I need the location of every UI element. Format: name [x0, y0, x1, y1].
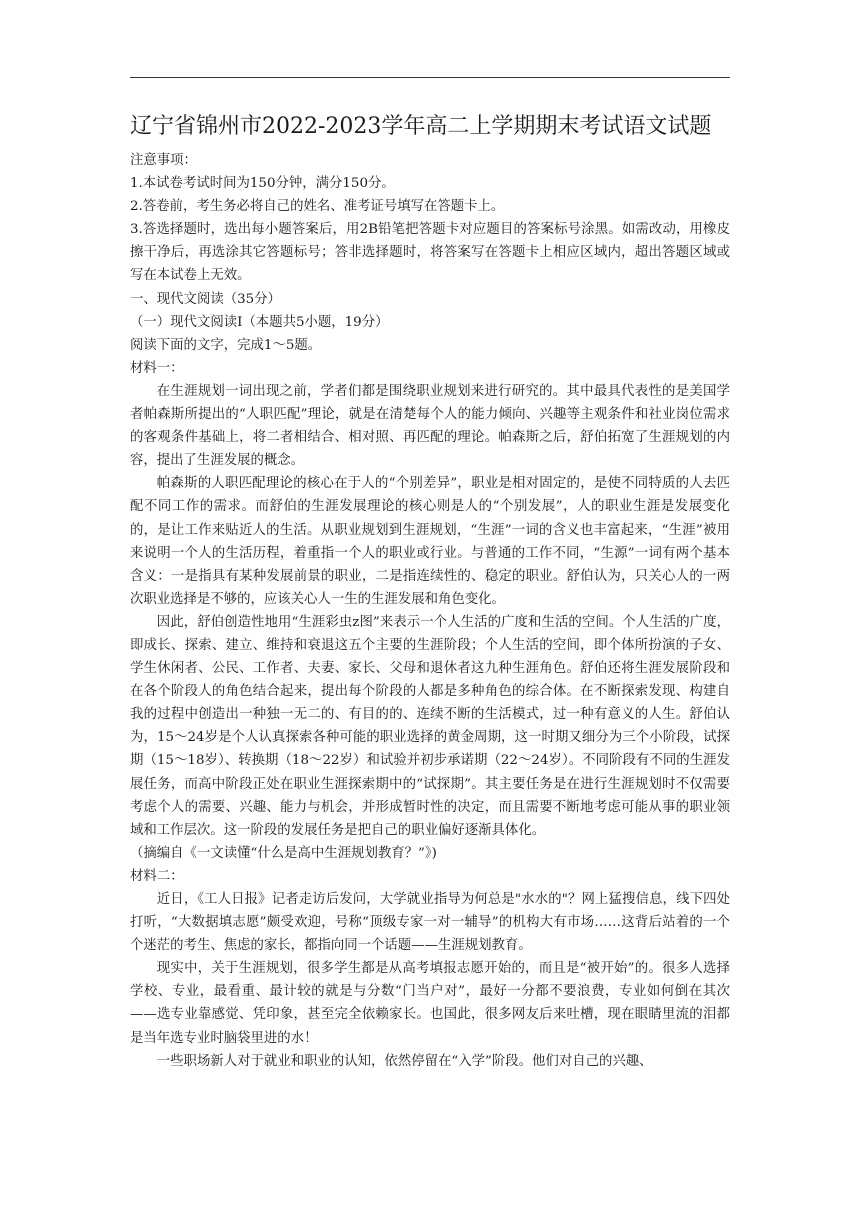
material-paragraph: 近日，《工人日报》记者走访后发问，大学就业指导为何总是"水水的"？网上猛搜信息，线下四处打听，“大数据填志愿”颇受欢迎，号称“顶级专家一对一辅导”的机构大有市场……这背后站着的一个个迷茫的考生、焦虑的家长，都指向同一个话题——生涯规划教育。	[130, 892, 730, 954]
notice-heading: 注意事项：	[130, 153, 197, 168]
notice-item: 1.本试卷考试时间为150分钟，满分150分。	[130, 176, 395, 192]
material-label: 材料二：	[130, 868, 184, 884]
material-paragraph: 一些职场新人对于就业和职业的认知，依然停留在“入学”阶段。他们对自己的兴趣、	[156, 1053, 653, 1069]
header-rule	[130, 77, 730, 78]
notice-item: 3.答选择题时，选出每小题答案后，用2B铅笔把答题卡对应题目的答案标号涂黑。如需改动，用橡皮擦干净后，再选涂其它答题标号；答非选择题时，将答案写在答题卡上相应区域内，超出答题区域或写在本试卷上无效。	[130, 222, 730, 284]
material-source: （摘编自《一文读懂“什么是高中生涯规划教育？”》)	[130, 845, 437, 861]
material-label: 材料一：	[130, 360, 184, 376]
material-paragraph: 因此，舒伯创造性地用“生涯彩虫z图”来表示一个人生活的广度和生活的空间。个人生活的广度，即成长、探索、建立、维持和衰退这五个主要的生涯阶段；个人生活的空间，即个体所扮演的子女、学生休闲者、公民、工作者、夫妻、家长、父母和退休者这九种生涯角色。舒伯还将生涯发展阶段和在各个阶段人的角色结合起来，提出每个阶段的人都是多种角色的综合体。在不断探索发现、构建自我的过程中创造出一种独一无二的、有目的的、连续不断的生活模式，过一种有意义的人生。舒伯认为，15～24岁是个人认真探索各种可能的职业选择的黄金周期，这一时期又细分为三个小阶段，试探期（15～18岁）、转换期（18～22岁）和试验并初步承诺期（22～24岁）。不同阶段有不同的生涯发展任务，而高中阶段正处在职业生涯探索期中的“试探期”。其主要任务是在进行生涯规划时不仅需要考虑个人的需要、兴趣、能力与机会，并形成暂时性的决定，而且需要不断地考虑可能从事的职业领域和工作层次。这一阶段的发展任务是把自己的职业偏好逐渐具体化。	[130, 614, 730, 838]
material-paragraph: 在生涯规划一词出现之前，学者们都是围绕职业规划来进行研究的。其中最具代表性的是美国学者帕森斯所提出的“人职匹配”理论，就是在清楚每个人的能力倾向、兴趣等主观条件和社业岗位需求的客观条件基础上，将二者相结合、相对照、再匹配的理论。帕森斯之后，舒伯拓宽了生涯规划的内容，提出了生涯发展的概念。	[130, 383, 730, 469]
notice-item: 2.答卷前，考生务必将自己的姓名、准考证号填写在答题卡上。	[130, 199, 505, 215]
page-title: 辽宁省锦州市2022-2023学年高二上学期期末考试语文试题	[130, 114, 712, 139]
document-body	[130, 149, 730, 1073]
material-paragraph: 帕森斯的人职匹配理论的核心在于人的“个别差异”，职业是相对固定的，是使不同特质的人去匹配不同工作的需求。而舒伯的生涯发展理论的核心则是人的“个别发展”，人的职业生涯是发展变化的，是让工作来贴近人的生活。从职业规划到生涯规划，“生涯”一词的含义也丰富起来，“生涯”被用来说明一个人的生活历程，着重指一个人的职业或行业。与普通的工作不同，“生源”一词有两个基本含义：一是指具有某种发展前景的职业，二是指连续性的、稳定的职业。舒伯认为，只关心人的一两次职业选择是不够的，应该关心人一生的生涯发展和角色变化。	[130, 476, 730, 607]
section-instruction: 阅读下面的文字，完成1～5题。	[130, 337, 322, 353]
section-heading: 一、现代文阅读（35分）	[130, 291, 281, 307]
section-sub-heading: （一）现代文阅读Ⅰ（本题共5小题，19分）	[130, 314, 389, 330]
material-paragraph: 现实中，关于生涯规划，很多学生都是从高考填报志愿开始的，而且是“被开始”的。很多人选择学校、专业，最看重、最计较的就是与分数“门当户对”，最好一分都不要浪费，专业如何倒在其次——选专业靠感觉、凭印象，甚至完全依赖家长。也国此，很多网友后来吐槽，现在眼睛里流的泪都是当年选专业时脑袋里进的水！	[130, 961, 730, 1046]
